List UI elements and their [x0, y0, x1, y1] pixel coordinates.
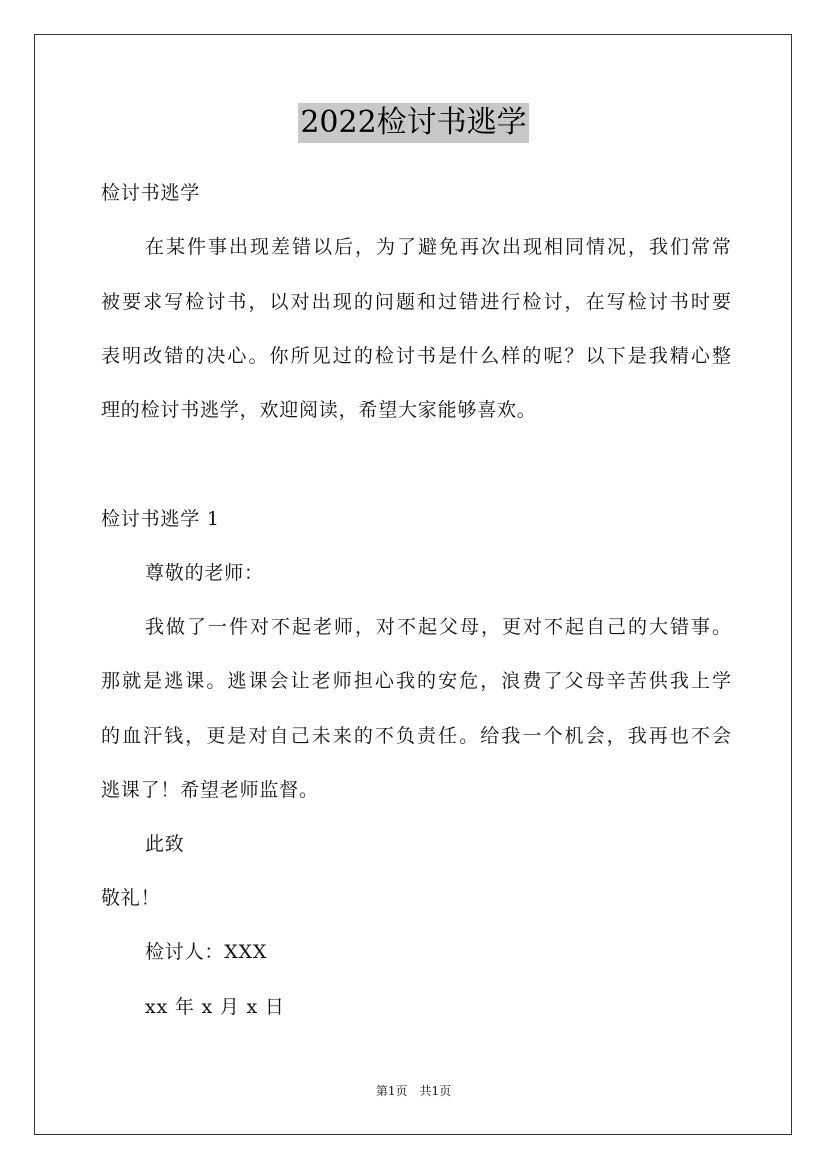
- body-line-4: 逃课了！希望老师监督。: [101, 779, 319, 801]
- body-line-1: 我做了一件对不起老师，对不起父母，更对不起自己的大错事。: [145, 616, 731, 638]
- intro-line-1: 在某件事出现差错以后，为了避免再次出现相同情况，我们常常: [145, 236, 731, 258]
- page-footer: 第1页 共1页: [375, 1084, 452, 1098]
- body-line-2: 那就是逃课。逃课会让老师担心我的安危，浪费了父母辛苦供我上学: [101, 670, 731, 692]
- closing-line-2: 敬礼！: [101, 887, 161, 909]
- intro-line-2: 被要求写检讨书，以对出现的问题和过错进行检讨，在写检讨书时要: [101, 291, 731, 313]
- document-title: 2022检讨书逃学: [298, 103, 528, 143]
- intro-line-4: 理的检讨书逃学，欢迎阅读，希望大家能够喜欢。: [101, 399, 537, 421]
- closing-line-1: 此致: [145, 833, 185, 855]
- title-container: [0, 103, 827, 143]
- body-line-3: 的血汗钱，更是对自己未来的不负责任。给我一个机会，我再也不会: [101, 725, 731, 747]
- section-heading: 检讨书逃学 1: [101, 508, 220, 530]
- salutation: 尊敬的老师：: [145, 562, 264, 584]
- signature: 检讨人：XXX: [145, 941, 268, 963]
- date: xx 年 x 月 x 日: [145, 996, 285, 1018]
- subtitle: 检讨书逃学: [101, 182, 201, 204]
- intro-line-3: 表明改错的决心。你所见过的检讨书是什么样的呢？以下是我精心整: [101, 345, 731, 367]
